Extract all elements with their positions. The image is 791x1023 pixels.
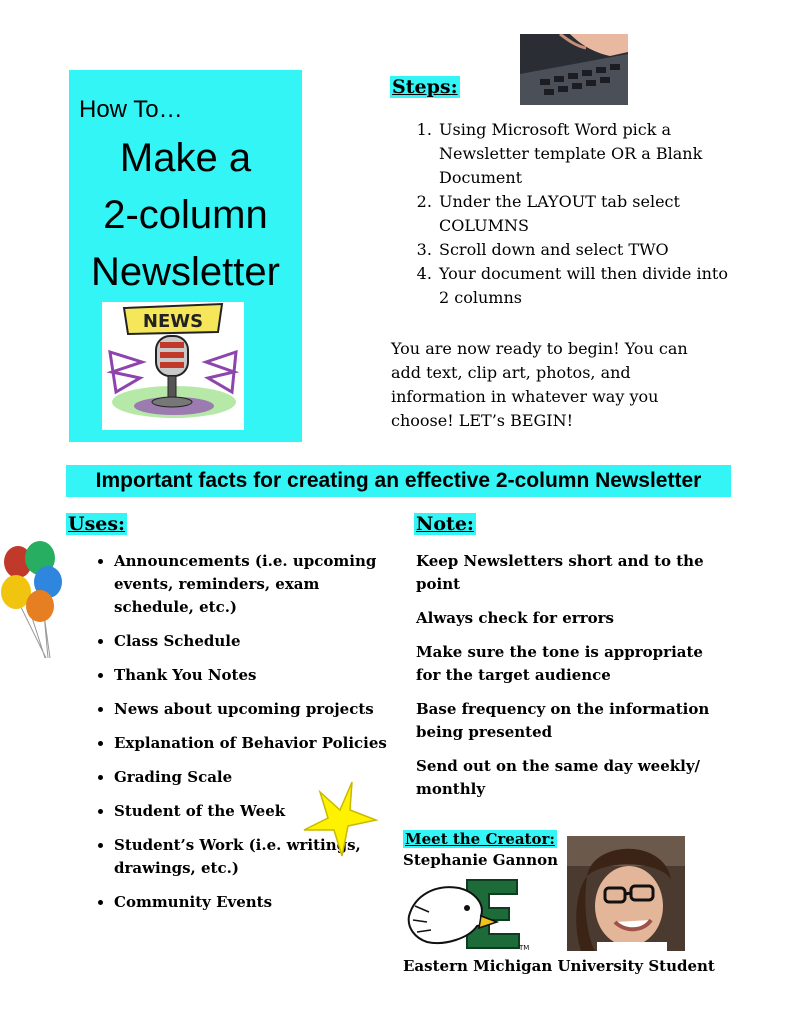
uses-item: • Community Events <box>114 891 404 914</box>
note-heading <box>414 513 476 535</box>
step-item: 1. Using Microsoft Word pick a Newsletter template OR a Blank Document <box>437 118 737 190</box>
uses-list <box>76 550 404 925</box>
note-item: Always check for errors <box>416 609 614 627</box>
notes-list <box>416 550 716 812</box>
uses-heading <box>66 513 127 535</box>
creator-photo <box>567 836 685 951</box>
creator-heading-label: Meet the Creator: <box>405 830 555 848</box>
note-item: Send out on the same day weekly/ monthly <box>416 757 701 798</box>
facts-banner: Important facts for creating an effective 2-column Newsletter <box>66 465 731 497</box>
uses-item: • Explanation of Behavior Policies <box>114 732 404 755</box>
step-item: 2. Under the LAYOUT tab select COLUMNS <box>437 190 737 238</box>
uses-item: • Announcements (i.e. upcoming events, reminders, exam schedule, etc.) <box>114 550 404 619</box>
step-item: 4. Your document will then divide into 2 columns <box>437 262 737 310</box>
creator-school: Eastern Michigan University Student <box>403 957 715 975</box>
title-box <box>69 70 302 442</box>
news-sign-text: NEWS <box>142 311 204 332</box>
creator-name: Stephanie Gannon <box>403 851 559 869</box>
emu-eagle-logo <box>405 876 535 952</box>
ready-paragraph: You are now ready to begin! You can add text, clip art, photos, and information in whatever way you choose! LET’s BEGIN! <box>391 339 688 430</box>
logo-tm-text: TM <box>519 944 530 952</box>
typing-keyboard-photo <box>520 34 628 105</box>
step-item: 3. Scroll down and select TWO <box>437 238 737 262</box>
uses-item: • Thank You Notes <box>114 664 404 687</box>
note-heading-label: Note: <box>416 513 474 535</box>
steps-list <box>392 118 737 310</box>
note-item: Keep Newsletters short and to the point <box>416 552 704 593</box>
page-title <box>69 130 302 301</box>
uses-item: • Class Schedule <box>114 630 404 653</box>
uses-item: • Grading Scale <box>114 766 404 789</box>
steps-heading-label: Steps: <box>392 76 458 98</box>
creator-heading <box>402 830 558 848</box>
news-microphone-clipart <box>102 302 244 430</box>
uses-item: • Student’s Work (i.e. writings, drawings, etc.) <box>114 834 404 880</box>
title-line-3: Newsletter <box>91 250 280 294</box>
star-clipart <box>300 780 380 860</box>
steps-heading <box>390 76 460 98</box>
note-item: Base frequency on the information being presented <box>416 700 710 741</box>
title-line-2: 2-column <box>103 193 268 237</box>
note-item: Make sure the tone is appropriate for the target audience <box>416 643 703 684</box>
title-line-1: Make a <box>119 136 252 180</box>
uses-item: • Student of the Week <box>114 800 404 823</box>
uses-heading-label: Uses: <box>68 513 126 535</box>
balloons-clipart <box>0 540 70 660</box>
title-prefix: How To… <box>79 96 183 123</box>
uses-item: • News about upcoming projects <box>114 698 404 721</box>
